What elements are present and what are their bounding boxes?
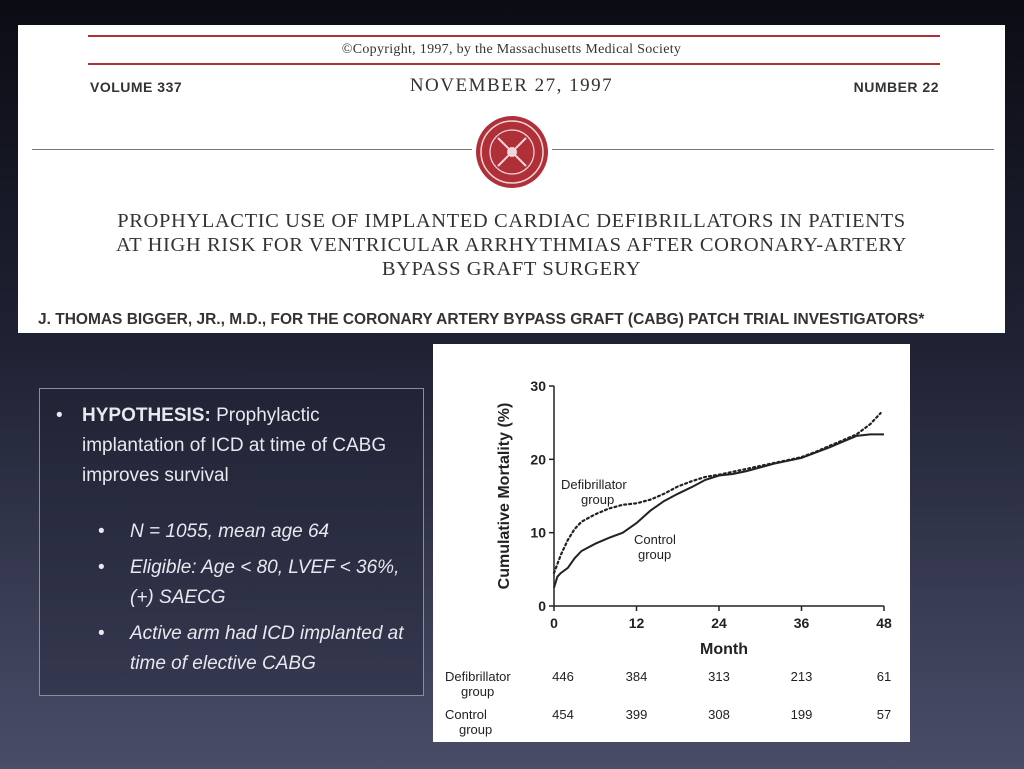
author-line: J. THOMAS BIGGER, JR., M.D., FOR THE CORONARY ARTERY BYPASS GRAFT (CABG) PATCH TRIAL INVESTIGATORS* <box>38 311 925 328</box>
hypothesis-sub-list <box>98 517 418 679</box>
x-tick-label: 36 <box>793 615 810 631</box>
y-tick-label: 30 <box>530 378 546 394</box>
at-risk-value: 446 <box>552 669 574 684</box>
society-seal-icon <box>474 114 550 190</box>
y-tick-label: 10 <box>530 524 546 541</box>
copyright-notice: ©Copyright, 1997, by the Massachusetts Medical Society <box>341 42 682 57</box>
at-risk-value: 399 <box>625 707 648 722</box>
y-tick-label: 0 <box>538 598 546 614</box>
issue-date: NOVEMBER 27, 1997 <box>409 75 614 96</box>
x-tick-label: 0 <box>550 615 558 631</box>
mortality-chart-panel <box>433 344 910 742</box>
at-risk-table <box>445 669 891 737</box>
hypothesis-text: Prophylactic implantation of ICD at time of CABG improves survival <box>82 405 387 486</box>
right-divider <box>552 149 994 150</box>
x-tick-label: 48 <box>876 615 892 631</box>
chart-axes <box>496 378 892 658</box>
sub-item-eligibility <box>98 553 418 613</box>
title-line-1: PROPHYLACTIC USE OF IMPLANTED CARDIAC DEFIBRILLATORS IN PATIENTS <box>117 210 906 232</box>
sub-item-text: Eligible: Age < 80, LVEF < 36%, (+) SAECG <box>130 557 400 608</box>
at-risk-row-label: Defibrillator <box>445 669 511 684</box>
chart-labels <box>561 477 676 562</box>
bullet-dot: • <box>98 623 105 644</box>
sub-item-text: Active arm had ICD implanted at time of elective CABG <box>130 623 404 674</box>
at-risk-value: 213 <box>790 669 813 684</box>
at-risk-value: 57 <box>876 707 892 722</box>
second-red-rule <box>88 63 940 65</box>
article-title <box>48 209 975 281</box>
number-label: NUMBER 22 <box>853 79 939 95</box>
at-risk-value: 384 <box>625 669 648 684</box>
bullet-dot: • <box>98 521 105 542</box>
at-risk-value: 313 <box>708 669 730 684</box>
volume-label: VOLUME 337 <box>90 79 183 95</box>
at-risk-value: 308 <box>708 707 730 722</box>
y-axis-label: Cumulative Mortality (%) <box>496 402 513 590</box>
title-line-2: AT HIGH RISK FOR VENTRICULAR ARRHYTHMIAS AFTER CORONARY-ARTERY <box>116 234 907 256</box>
top-red-rule <box>88 35 940 37</box>
sub-item-text: N = 1055, mean age 64 <box>130 521 330 542</box>
at-risk-row-label: group <box>459 722 493 737</box>
bullet-dot: • <box>56 405 63 426</box>
x-tick-label: 12 <box>628 615 645 631</box>
at-risk-value: 61 <box>876 669 892 684</box>
x-axis-label: Month <box>700 641 748 658</box>
journal-header <box>18 25 1005 333</box>
hypothesis-label: HYPOTHESIS: <box>82 405 211 426</box>
x-tick-label: 24 <box>711 615 727 631</box>
bullet-dot: • <box>98 557 105 578</box>
control-annotation-line1: Control <box>634 532 676 547</box>
defibrillator-annotation-line2: group <box>581 492 615 507</box>
at-risk-row-label: Control <box>445 707 487 722</box>
sub-item-active-arm <box>98 619 418 679</box>
hypothesis-box <box>39 388 424 696</box>
left-divider <box>32 149 472 150</box>
defibrillator-annotation-line1: Defibrillator <box>561 477 627 492</box>
at-risk-value: 199 <box>790 707 813 722</box>
y-tick-label: 20 <box>530 451 546 468</box>
title-line-3: BYPASS GRAFT SURGERY <box>381 258 642 280</box>
sub-item-sample <box>98 517 418 547</box>
at-risk-value: 454 <box>552 707 574 722</box>
control-annotation-line2: group <box>638 547 672 562</box>
mortality-chart <box>433 344 910 742</box>
control-series-line <box>554 434 884 587</box>
hypothesis-bullet <box>56 401 406 491</box>
at-risk-row-label: group <box>461 684 495 699</box>
